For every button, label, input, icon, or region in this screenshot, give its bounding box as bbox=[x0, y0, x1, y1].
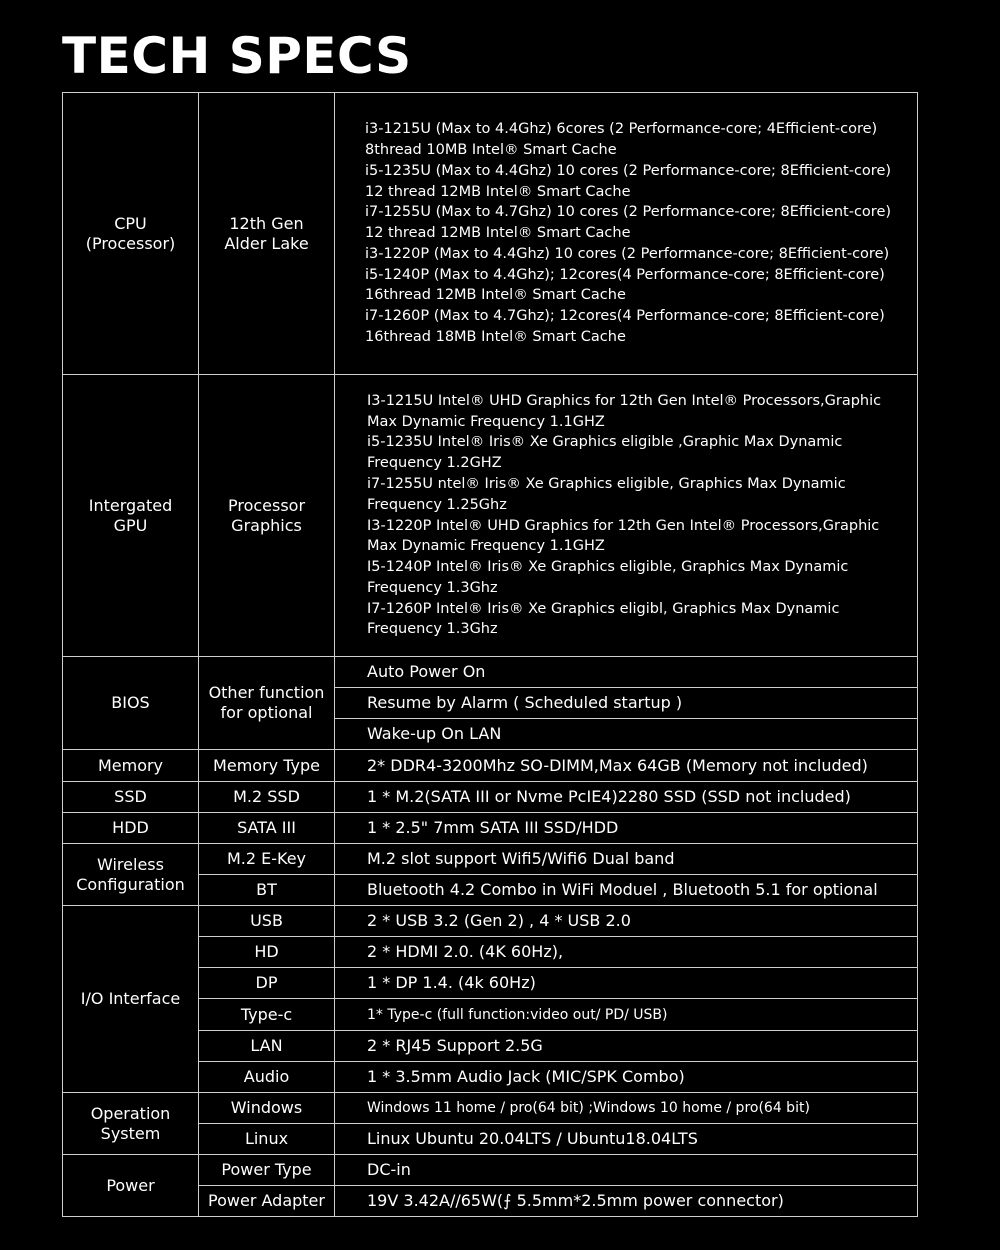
type-cell: DP bbox=[199, 968, 335, 999]
value-cell: DC-in bbox=[335, 1155, 918, 1186]
table-row bbox=[63, 813, 918, 844]
type-cell: SATA III bbox=[199, 813, 335, 844]
category-cell: Operation System bbox=[63, 1093, 199, 1155]
value-cell: 2 * RJ45 Support 2.5G bbox=[335, 1031, 918, 1062]
type-cell: Linux bbox=[199, 1124, 335, 1155]
type-cell: Windows bbox=[199, 1093, 335, 1124]
type-cell: LAN bbox=[199, 1031, 335, 1062]
value-cell: Resume by Alarm ( Scheduled startup ) bbox=[335, 688, 918, 719]
type-cell: Power Adapter bbox=[199, 1186, 335, 1217]
table-row bbox=[63, 375, 918, 657]
value-cell: Auto Power On bbox=[335, 657, 918, 688]
category-cell: Intergated GPU bbox=[63, 375, 199, 657]
type-cell: M.2 SSD bbox=[199, 782, 335, 813]
table-row bbox=[63, 93, 918, 375]
type-cell: Processor Graphics bbox=[199, 375, 335, 657]
table-row bbox=[63, 782, 918, 813]
category-cell: CPU (Processor) bbox=[63, 93, 199, 375]
category-cell: HDD bbox=[63, 813, 199, 844]
value-cell: 1* Type-c (full function:video out/ PD/ USB) bbox=[335, 999, 918, 1031]
value-cell: Windows 11 home / pro(64 bit) ;Windows 10 home / pro(64 bit) bbox=[335, 1093, 918, 1124]
category-cell: Memory bbox=[63, 750, 199, 782]
value-cell: M.2 slot support Wifi5/Wifi6 Dual band bbox=[335, 844, 918, 875]
type-cell: BT bbox=[199, 875, 335, 906]
type-cell: USB bbox=[199, 906, 335, 937]
value-cell bbox=[335, 375, 918, 657]
value-cell: Bluetooth 4.2 Combo in WiFi Moduel , Bluetooth 5.1 for optional bbox=[335, 875, 918, 906]
table-row bbox=[63, 844, 918, 875]
category-cell: Wireless Configuration bbox=[63, 844, 199, 906]
value-cell: Linux Ubuntu 20.04LTS / Ubuntu18.04LTS bbox=[335, 1124, 918, 1155]
value-cell: 1 * 2.5" 7mm SATA III SSD/HDD bbox=[335, 813, 918, 844]
type-cell: Power Type bbox=[199, 1155, 335, 1186]
table-row bbox=[63, 750, 918, 782]
gpu-spec-list: I3-1215U Intel® UHD Graphics for 12th Gen Intel® Processors,Graphic Max Dynamic Frequency 1.1GHZ i5-1235U Intel® Iris® Xe Graphics eligible ,Graphic Max Dynamic Frequency 1.2GHZ i7-1255U ntel® Iris® Xe Graphics eligible, Graphics Max Dynamic Frequency 1.25Ghz I3-1220P Intel® UHD Graphics for 12th Gen Intel® Processors,Graphic Max Dynamic Frequency 1.1GHZ I5-1240P Intel® Iris® Xe Graphics eligible, Graphics Max Dynamic Frequency 1.3Ghz I7-1260P Intel® Iris® Xe Graphics eligibl, Graphics Max Dynamic Frequency 1.3Ghz bbox=[367, 392, 882, 638]
category-cell: SSD bbox=[63, 782, 199, 813]
type-cell: Audio bbox=[199, 1062, 335, 1093]
table-row bbox=[63, 1093, 918, 1124]
type-cell: 12th Gen Alder Lake bbox=[199, 93, 335, 375]
value-cell: 19V 3.42A//65W(⨍ 5.5mm*2.5mm power connector) bbox=[335, 1186, 918, 1217]
category-cell: I/O Interface bbox=[63, 906, 199, 1093]
cpu-spec-list: i3-1215U (Max to 4.4Ghz) 6cores (2 Performance-core; 4Efficient-core) 8thread 10MB Intel® Smart Cache i5-1235U (Max to 4.4Ghz) 10 cores (2 Performance-core; 8Efficient-core) 12 thread 12MB Intel® Smart Cache i7-1255U (Max to 4.7Ghz) 10 cores (2 Performance-core; 8Efficient-core) 12 thread 12MB Intel® Smart Cache i3-1220P (Max to 4.4Ghz) 10 cores (2 Performance-core; 8Efficient-core) i5-1240P (Max to 4.4Ghz); 12cores(4 Performance-core; 8Efficient-core) 16thread 12MB Intel® Smart Cache i7-1260P (Max to 4.7Ghz); 12cores(4 Performance-core; 8Efficient-core) 16thread 18MB Intel® Smart Cache bbox=[365, 121, 892, 346]
type-cell: M.2 E-Key bbox=[199, 844, 335, 875]
type-cell: HD bbox=[199, 937, 335, 968]
value-cell: 1 * 3.5mm Audio Jack (MIC/SPK Combo) bbox=[335, 1062, 918, 1093]
value-cell: Wake-up On LAN bbox=[335, 719, 918, 750]
table-row bbox=[63, 657, 918, 688]
specs-table bbox=[62, 92, 918, 1217]
type-cell: Type-c bbox=[199, 999, 335, 1031]
value-cell: 1 * DP 1.4. (4k 60Hz) bbox=[335, 968, 918, 999]
category-cell: BIOS bbox=[63, 657, 199, 750]
value-cell: 2* DDR4-3200Mhz SO-DIMM,Max 64GB (Memory not included) bbox=[335, 750, 918, 782]
table-row bbox=[63, 1155, 918, 1186]
type-cell: Memory Type bbox=[199, 750, 335, 782]
type-cell: Other function for optional bbox=[199, 657, 335, 750]
value-cell: 2 * HDMI 2.0. (4K 60Hz), bbox=[335, 937, 918, 968]
value-cell: 2 * USB 3.2 (Gen 2) , 4 * USB 2.0 bbox=[335, 906, 918, 937]
category-cell: Power bbox=[63, 1155, 199, 1217]
value-cell: 1 * M.2(SATA III or Nvme PcIE4)2280 SSD (SSD not included) bbox=[335, 782, 918, 813]
table-row bbox=[63, 906, 918, 937]
page-title: TECH SPECS bbox=[62, 27, 412, 85]
value-cell bbox=[335, 93, 918, 375]
